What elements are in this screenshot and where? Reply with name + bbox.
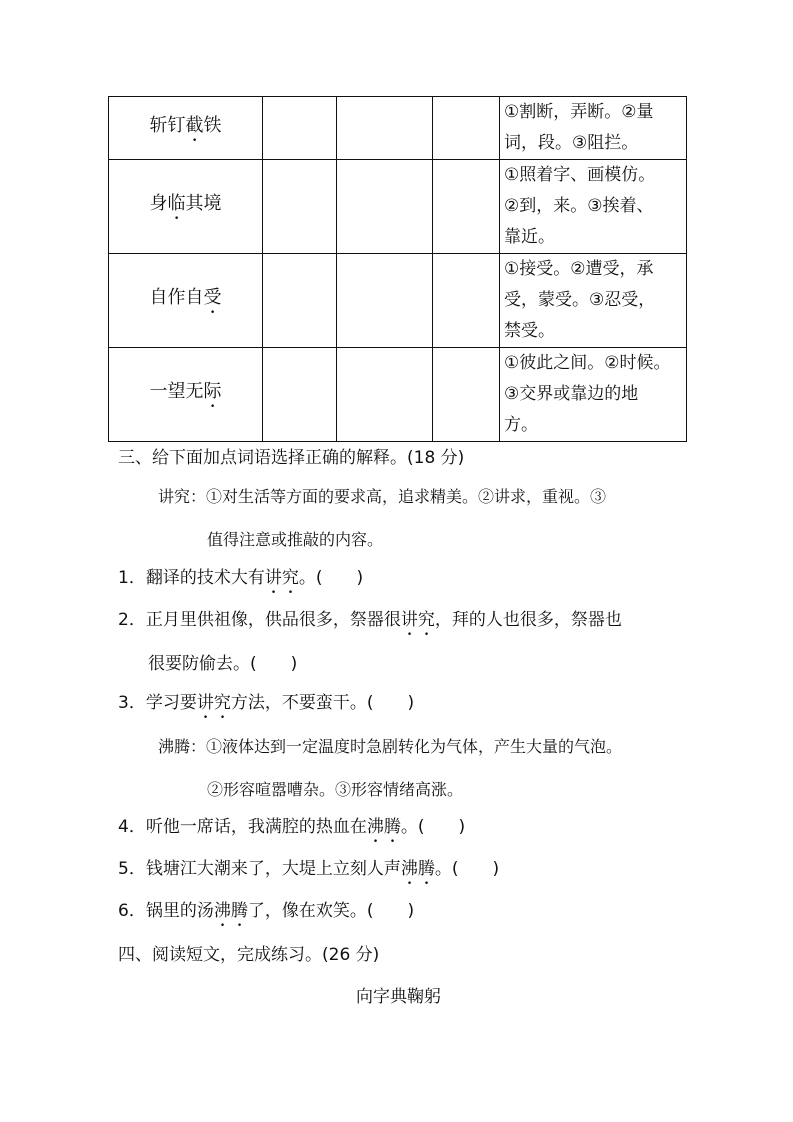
table-row bbox=[109, 160, 687, 254]
idiom-cell bbox=[109, 348, 263, 442]
answer-cell[interactable] bbox=[337, 254, 433, 348]
question-text: 5．钱塘江大潮来了，大堤上立刻人声 bbox=[118, 859, 401, 879]
question-text: 。( ) bbox=[400, 817, 466, 837]
definition-line: ①割断，弄断。②量 bbox=[504, 102, 654, 122]
dotted-word: 讲究 bbox=[264, 568, 299, 588]
question-text: ，拜的人也很多，祭器也 bbox=[434, 610, 622, 630]
idiom-text: 其境 bbox=[185, 193, 222, 214]
question-text: 6．锅里的汤 bbox=[118, 901, 214, 921]
question-text: 1．翻译的技术大有 bbox=[118, 568, 265, 588]
idiom-text: 身 bbox=[149, 193, 168, 214]
dotted-word: 讲究 bbox=[400, 610, 435, 630]
definition-cell bbox=[500, 97, 687, 160]
question-item bbox=[118, 609, 622, 640]
question-text: 3．学习要 bbox=[118, 693, 197, 713]
definition-line: 靠近。 bbox=[504, 227, 555, 247]
article-title: 向字典鞠躬 bbox=[356, 987, 441, 1007]
definition-line: 方。 bbox=[504, 415, 538, 435]
table-row bbox=[109, 348, 687, 442]
definition-line: ①彼此之间。②时候。 bbox=[504, 353, 671, 373]
question-text: 2．正月里供祖像，供品很多，祭器很 bbox=[118, 610, 401, 630]
table-row bbox=[109, 254, 687, 348]
idiom-text: 自作自 bbox=[149, 287, 204, 308]
idiom-cell bbox=[109, 160, 263, 254]
idiom-text: 斩钉 bbox=[149, 114, 186, 136]
definition-cell bbox=[500, 348, 687, 442]
idiom-text: 一望无 bbox=[149, 381, 204, 402]
answer-cell[interactable] bbox=[337, 348, 433, 442]
question-item bbox=[118, 692, 414, 723]
dotted-char: 临 bbox=[167, 193, 186, 214]
definition-line: ③交界或靠边的地 bbox=[504, 384, 639, 404]
answer-cell[interactable] bbox=[337, 160, 433, 254]
answer-cell[interactable] bbox=[433, 348, 500, 442]
definition-jiangjiu-cont: 值得注意或推敲的内容。 bbox=[207, 530, 384, 549]
question-text: 。( ) bbox=[298, 568, 364, 588]
definition-line: 受，蒙受。③忍受， bbox=[504, 290, 656, 310]
answer-cell[interactable] bbox=[337, 97, 433, 160]
definition-line: ①照着字、画模仿。 bbox=[504, 165, 656, 185]
question-item bbox=[118, 900, 414, 931]
definition-cell bbox=[500, 254, 687, 348]
idiom-table bbox=[108, 96, 687, 442]
definition-line: 禁受。 bbox=[504, 321, 555, 341]
definition-feiteng-cont: ②形容喧嚣嘈杂。③形容情绪高涨。 bbox=[207, 780, 464, 799]
question-item bbox=[118, 567, 363, 598]
question-text: 方法，不要蛮干。( ) bbox=[230, 693, 415, 713]
idiom-cell bbox=[109, 97, 263, 160]
dotted-char: 际 bbox=[203, 381, 222, 402]
dotted-word: 沸腾 bbox=[400, 859, 435, 879]
table-row bbox=[109, 97, 687, 160]
definition-jiangjiu: 讲究：①对生活等方面的要求高，追求精美。②讲求，重视。③ bbox=[158, 487, 607, 506]
answer-cell[interactable] bbox=[263, 254, 337, 348]
definition-line: ①接受。②遭受，承 bbox=[504, 259, 654, 279]
question-item bbox=[118, 816, 465, 847]
question-text: 。( ) bbox=[434, 859, 500, 879]
dotted-word: 讲究 bbox=[196, 693, 231, 713]
definition-cell bbox=[500, 160, 687, 254]
idiom-text: 铁 bbox=[203, 114, 222, 136]
question-item bbox=[118, 858, 499, 889]
dotted-word: 沸腾 bbox=[366, 817, 401, 837]
answer-cell[interactable] bbox=[433, 97, 500, 160]
answer-cell[interactable] bbox=[433, 254, 500, 348]
answer-cell[interactable] bbox=[433, 160, 500, 254]
section4-title: 四、阅读短文，完成练习。(26 分) bbox=[118, 945, 380, 965]
answer-cell[interactable] bbox=[263, 97, 337, 160]
question-text: 了，像在欢笑。( ) bbox=[247, 901, 415, 921]
question-item bbox=[148, 653, 297, 684]
question-text: 4．听他一席话，我满腔的热血在 bbox=[118, 817, 367, 837]
idiom-cell bbox=[109, 254, 263, 348]
definition-line: 词，段。③阻拦。 bbox=[504, 133, 639, 153]
section3-title: 三、给下面加点词语选择正确的解释。(18 分) bbox=[118, 448, 465, 468]
definition-feiteng: 沸腾：①液体达到一定温度时急剧转化为气体，产生大量的气泡。 bbox=[158, 737, 623, 756]
definition-line: ②到，来。③挨着、 bbox=[504, 196, 654, 216]
dotted-word: 沸腾 bbox=[213, 901, 248, 921]
answer-cell[interactable] bbox=[263, 348, 337, 442]
dotted-char: 截 bbox=[185, 114, 204, 136]
dotted-char: 受 bbox=[203, 287, 222, 308]
answer-cell[interactable] bbox=[263, 160, 337, 254]
question-text: 很要防偷去。( ) bbox=[148, 654, 298, 674]
